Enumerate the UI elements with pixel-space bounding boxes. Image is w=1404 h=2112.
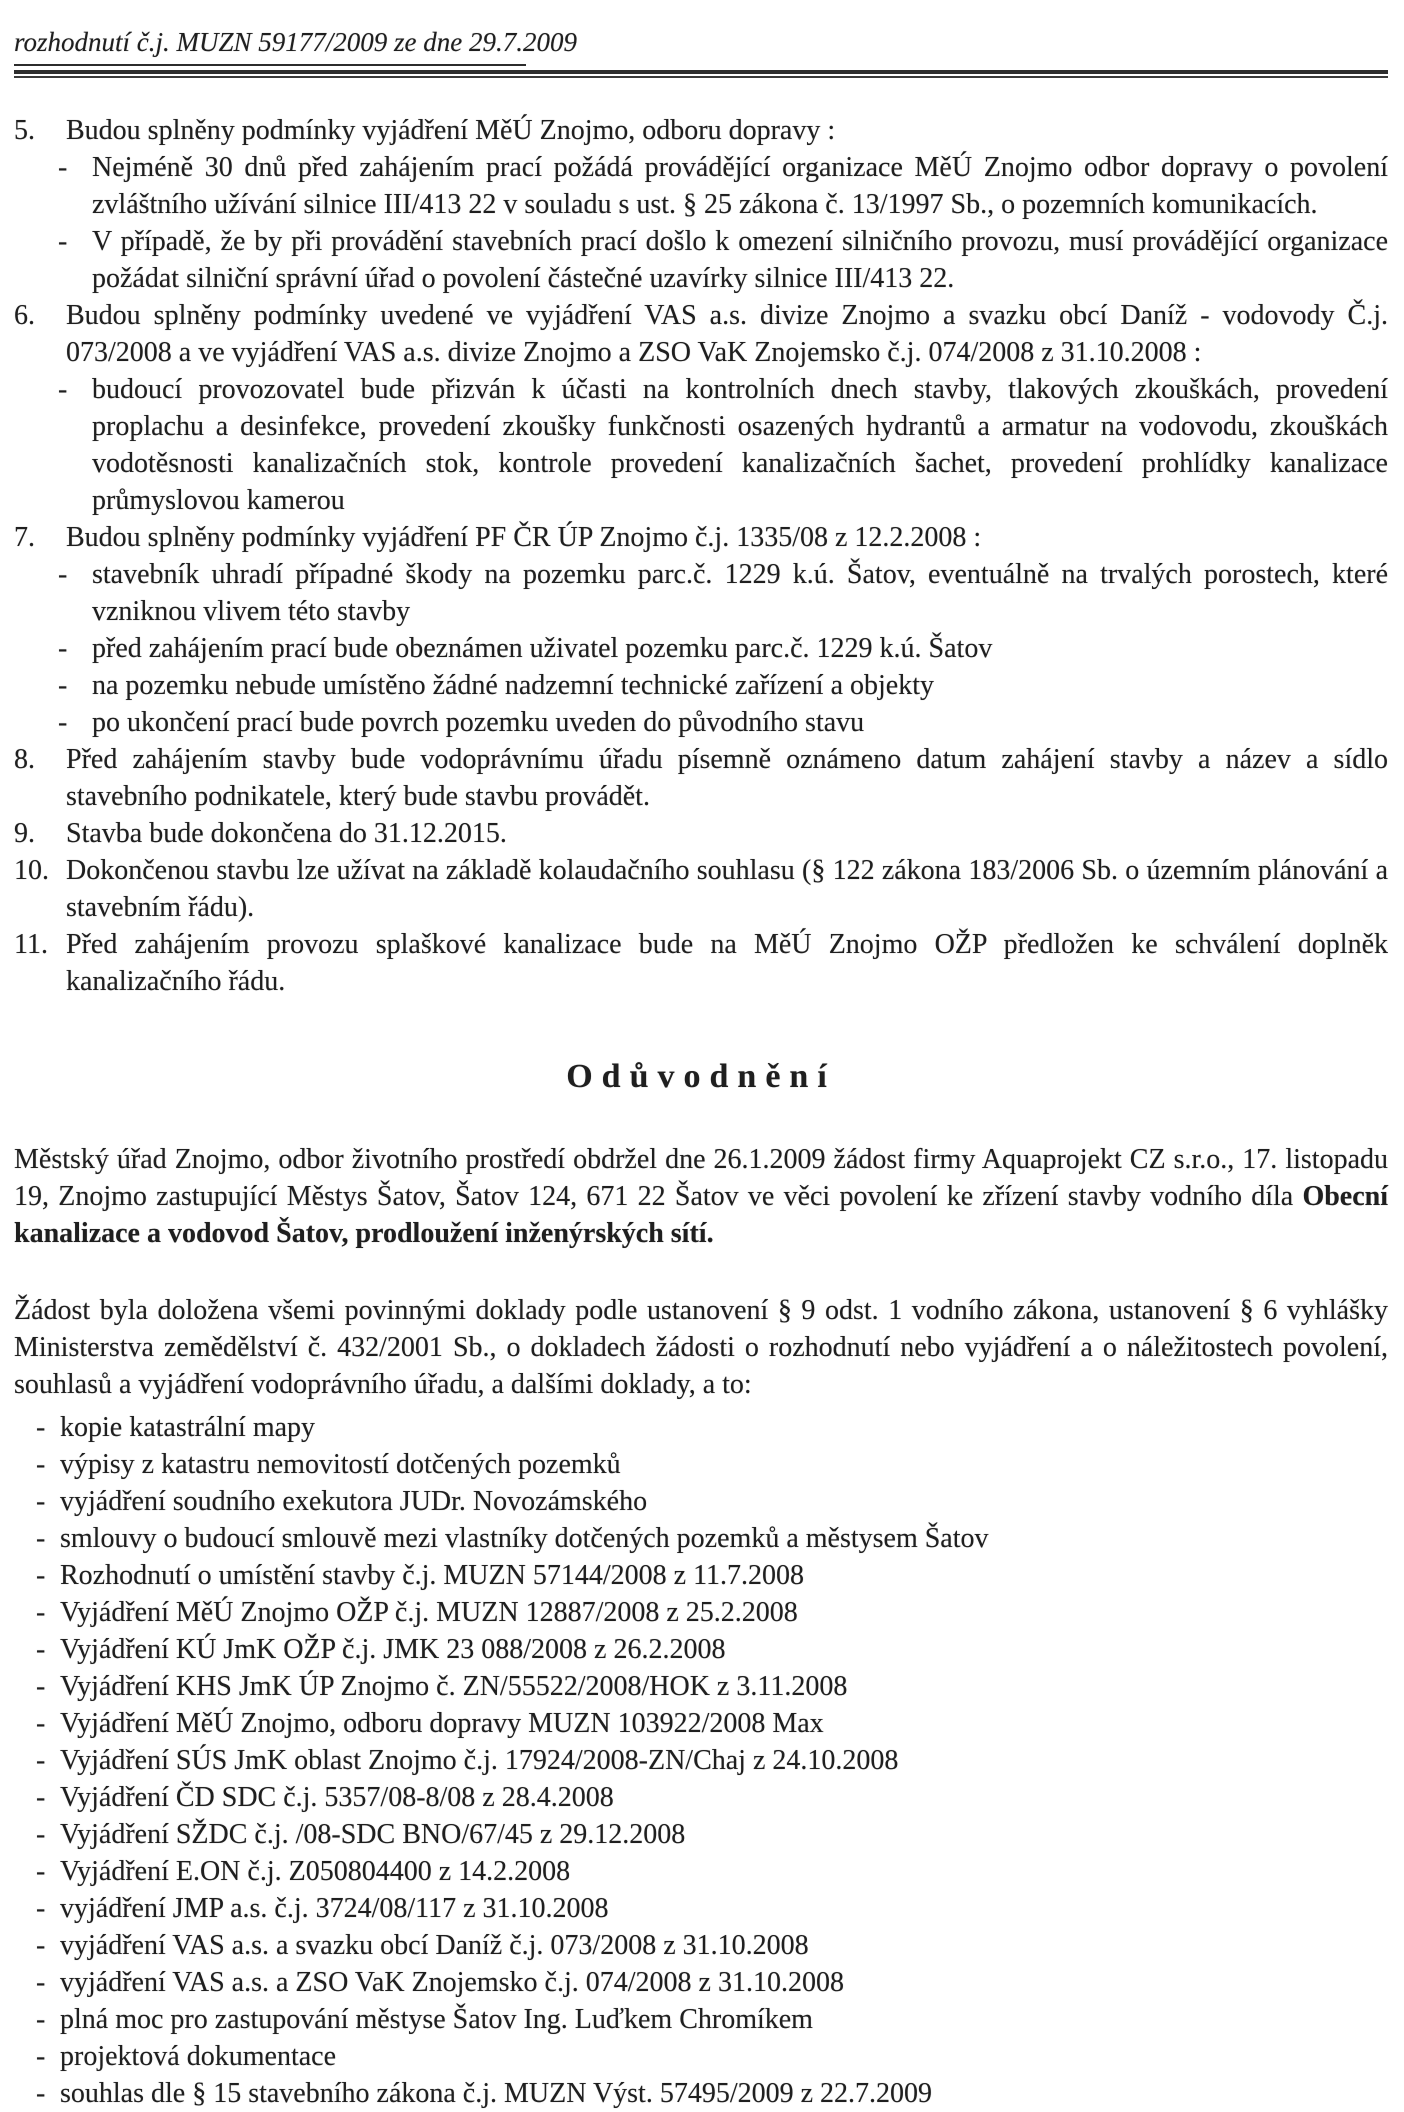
document-list-item: [14, 1705, 1388, 1742]
dash-marker: -: [36, 1893, 46, 1924]
document-item-text: Vyjádření ČD SDC č.j. 5357/08-8/08 z 28.4.2008: [60, 1782, 614, 1813]
dash-marker: -: [36, 2078, 46, 2109]
document-list-item: [14, 1557, 1388, 1594]
condition-number: 7.: [14, 522, 35, 553]
document-item-text: Vyjádření SŽDC č.j. /08-SDC BNO/67/45 z 29.12.2008: [60, 1819, 686, 1850]
document-list-item: [14, 1520, 1388, 1557]
document-list-item: [14, 2075, 1388, 2112]
dash-marker: -: [36, 1634, 46, 1665]
condition-subitems: [52, 371, 1388, 519]
dash-marker: -: [36, 1671, 46, 1702]
document-item-text: vyjádření JMP a.s. č.j. 3724/08/117 z 31.10.2008: [60, 1893, 609, 1924]
subitem-text: Nejméně 30 dnů před zahájením prací požádá provádějící organizace MěÚ Znojmo odbor dopravy o povolení zvláštního užívání silnice III/413 22 v souladu s ust. § 25 zákona č. 13/1997 Sb., o pozemních komunikacích.: [92, 152, 1388, 220]
document-item-text: Vyjádření KHS JmK ÚP Znojmo č. ZN/55522/2008/HOK z 3.11.2008: [60, 1671, 848, 1702]
dash-marker: -: [36, 1597, 46, 1628]
condition-text: Stavba bude dokončena do 31.12.2015.: [66, 818, 507, 849]
dash-marker: -: [36, 1819, 46, 1850]
dash-marker: -: [58, 670, 68, 701]
document-list-item: [14, 1890, 1388, 1927]
subitem-text: V případě, že by při provádění stavebních prací došlo k omezení silničního provozu, musí provádějící organizace požádat silniční správní úřad o povolení částečné uzavírky silnice III/413 22.: [92, 226, 1388, 294]
condition-item-5: [14, 112, 1388, 297]
dash-marker: -: [36, 1412, 46, 1443]
condition-number: 8.: [14, 744, 35, 775]
condition-subitem: [52, 223, 1388, 297]
condition-text: Budou splněny podmínky vyjádření PF ČR ÚP Znojmo č.j. 1335/08 z 12.2.2008 :: [66, 522, 982, 553]
document-list-item: [14, 1631, 1388, 1668]
dash-marker: -: [36, 1708, 46, 1739]
condition-item-9: [14, 815, 1388, 852]
condition-subitem: [52, 667, 1388, 704]
condition-item-10: [14, 852, 1388, 926]
document-list-item: [14, 2001, 1388, 2038]
justification-paragraph-1: [14, 1141, 1388, 1252]
header-double-rule: [14, 70, 1388, 78]
dash-marker: -: [36, 1856, 46, 1887]
document-item-text: Vyjádření KÚ JmK OŽP č.j. JMK 23 088/2008 z 26.2.2008: [60, 1634, 726, 1665]
document-item-text: kopie katastrální mapy: [60, 1412, 316, 1443]
dash-marker: -: [36, 1486, 46, 1517]
document-item-text: vyjádření VAS a.s. a svazku obcí Daníž č.j. 073/2008 z 31.10.2008: [60, 1930, 809, 1961]
document-list-item: [14, 1594, 1388, 1631]
condition-number: 6.: [14, 300, 35, 331]
justification-section: [14, 1058, 1388, 2112]
dash-marker: -: [58, 226, 68, 257]
condition-subitems: [52, 556, 1388, 741]
dash-marker: -: [36, 1967, 46, 1998]
condition-text: Před zahájením provozu splaškové kanalizace bude na MěÚ Znojmo OŽP předložen ke schválení doplněk kanalizačního řádu.: [66, 929, 1388, 997]
condition-item-7: [14, 519, 1388, 741]
document-list-item: [14, 1816, 1388, 1853]
condition-subitem: [52, 630, 1388, 667]
subitem-text: budoucí provozovatel bude přizván k účasti na kontrolních dnech stavby, tlakových zkouškách, provedení proplachu a desinfekce, provedení zkoušky funkčnosti osazených hydrantů a armatur na vodovodu, zkouškách vodotěsnosti kanalizačních stok, kontrole provedení kanalizačních šachet, provedení prohlídky kanalizace průmyslovou kamerou: [92, 374, 1388, 516]
document-item-text: Vyjádření SÚS JmK oblast Znojmo č.j. 17924/2008-ZN/Chaj z 24.10.2008: [60, 1745, 899, 1776]
subitem-text: po ukončení prací bude povrch pozemku uveden do původního stavu: [92, 707, 865, 738]
document-list-item: [14, 1964, 1388, 2001]
document-list-item: [14, 1927, 1388, 1964]
dash-marker: -: [36, 1745, 46, 1776]
document-list-item: [14, 2038, 1388, 2075]
dash-marker: -: [36, 1782, 46, 1813]
condition-subitem: [52, 149, 1388, 223]
document-item-text: projektová dokumentace: [60, 2041, 337, 2072]
document-list-item: [14, 1853, 1388, 1890]
dash-marker: -: [58, 559, 68, 590]
condition-text: Budou splněny podmínky vyjádření MěÚ Znojmo, odboru dopravy :: [66, 115, 836, 146]
document-list-item: [14, 1483, 1388, 1520]
condition-item-8: [14, 741, 1388, 815]
document-list-item: [14, 1446, 1388, 1483]
subitem-text: před zahájením prací bude obeznámen uživatel pozemku parc.č. 1229 k.ú. Šatov: [92, 633, 993, 664]
condition-item-11: [14, 926, 1388, 1000]
document-list-item: [14, 1742, 1388, 1779]
document-item-text: smlouvy o budoucí smlouvě mezi vlastníky dotčených pozemků a městysem Šatov: [60, 1523, 989, 1554]
document-item-text: Vyjádření MěÚ Znojmo, odboru dopravy MUZN 103922/2008 Max: [60, 1708, 824, 1739]
dash-marker: -: [36, 1930, 46, 1961]
condition-subitem: [52, 556, 1388, 630]
document-item-text: souhlas dle § 15 stavebního zákona č.j. MUZN Výst. 57495/2009 z 22.7.2009: [60, 2078, 933, 2109]
document-list-item: [14, 1668, 1388, 1705]
supporting-documents-list: [14, 1409, 1388, 2112]
conditions-list: [14, 112, 1388, 1000]
document-item-text: plná moc pro zastupování městyse Šatov Ing. Luďkem Chromíkem: [60, 2004, 813, 2035]
document-list-item: [14, 1779, 1388, 1816]
document-item-text: Rozhodnutí o umístění stavby č.j. MUZN 57144/2008 z 11.7.2008: [60, 1560, 805, 1591]
justification-heading: Odůvodnění: [566, 1058, 836, 1095]
subitem-text: na pozemku nebude umístěno žádné nadzemní technické zařízení a objekty: [92, 670, 934, 701]
document-item-text: Vyjádření E.ON č.j. Z050804400 z 14.2.2008: [60, 1856, 571, 1887]
document-item-text: Vyjádření MěÚ Znojmo OŽP č.j. MUZN 12887/2008 z 25.2.2008: [60, 1597, 798, 1628]
dash-marker: -: [58, 633, 68, 664]
dash-marker: -: [58, 152, 68, 183]
condition-subitem: [52, 704, 1388, 741]
document-list-item: [14, 1409, 1388, 1446]
dash-marker: -: [36, 1449, 46, 1480]
header-reference-line: rozhodnutí č.j. MUZN 59177/2009 ze dne 29.7.2009: [14, 24, 526, 66]
condition-number: 9.: [14, 818, 35, 849]
dash-marker: -: [36, 1523, 46, 1554]
condition-text: Před zahájením stavby bude vodoprávnímu úřadu písemně oznámeno datum zahájení stavby a název a sídlo stavebního podnikatele, který bude stavbu provádět.: [66, 744, 1388, 812]
project-title-bold: Obecní kanalizace a vodovod Šatov, prodloužení inženýrských sítí.: [14, 1181, 1388, 1249]
condition-number: 5.: [14, 115, 35, 146]
condition-number: 10.: [14, 855, 49, 886]
page-header: [14, 24, 1388, 78]
document-item-text: vyjádření VAS a.s. a ZSO VaK Znojemsko č.j. 074/2008 z 31.10.2008: [60, 1967, 844, 1998]
condition-subitem: [52, 371, 1388, 519]
subitem-text: stavebník uhradí případné škody na pozemku parc.č. 1229 k.ú. Šatov, eventuálně na trvalých porostech, které vzniknou vlivem této stavby: [92, 559, 1388, 627]
document-item-text: vyjádření soudního exekutora JUDr. Novozámského: [60, 1486, 648, 1517]
justification-paragraph-2: Žádost byla doložena všemi povinnými doklady podle ustanovení § 9 odst. 1 vodního zákona, ustanovení § 6 vyhlášky Ministerstva zemědělství č. 432/2001 Sb., o dokladech žádosti o rozhodnutí nebo vyjádření a o náležitostech povolení, souhlasů a vyjádření vodoprávního úřadu, a dalšími doklady, a to:: [14, 1295, 1388, 1400]
condition-text: Budou splněny podmínky uvedené ve vyjádření VAS a.s. divize Znojmo a svazku obcí Daníž - vodovody Č.j. 073/2008 a ve vyjádření VAS a.s. divize Znojmo a ZSO VaK Znojemsko č.j. 074/2008 z 31.10.2008 :: [66, 300, 1388, 368]
condition-subitems: [52, 149, 1388, 297]
paragraph-text: Městský úřad Znojmo, odbor životního prostředí obdržel dne 26.1.2009 žádost firmy Aquaprojekt CZ s.r.o., 17. listopadu 19, Znojmo zastupující Městys Šatov, Šatov 124, 671 22 Šatov ve věci povolení ke zřízení stavby vodního díla: [14, 1144, 1388, 1212]
dash-marker: -: [58, 374, 68, 405]
dash-marker: -: [36, 2004, 46, 2035]
condition-text: Dokončenou stavbu lze užívat na základě kolaudačního souhlasu (§ 122 zákona 183/2006 Sb. o územním plánování a stavebním řádu).: [66, 855, 1388, 923]
dash-marker: -: [36, 1560, 46, 1591]
dash-marker: -: [36, 2041, 46, 2072]
dash-marker: -: [58, 707, 68, 738]
condition-number: 11.: [14, 929, 48, 960]
document-item-text: výpisy z katastru nemovitostí dotčených pozemků: [60, 1449, 621, 1480]
condition-item-6: [14, 297, 1388, 519]
